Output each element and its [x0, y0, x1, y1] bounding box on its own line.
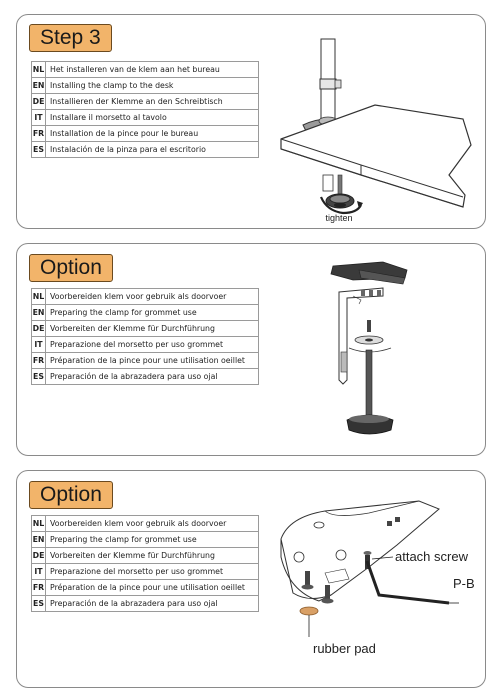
table-row: NL Voorbereiden klem voor gebruik als doorvoer [32, 289, 259, 305]
tighten-label: tighten [325, 213, 353, 223]
option-language-table [31, 515, 259, 612]
table-row: NL Het installeren van de klem aan het bureau [32, 62, 259, 78]
table-row: FR Installation de la pince pour le bureau [32, 126, 259, 142]
table-row: EN Installing the clamp to the desk [32, 78, 259, 94]
table-row: DE Installieren der Klemme an den Schreibtisch [32, 94, 259, 110]
rubber-pad-label: rubber pad [313, 641, 376, 656]
table-row: ES Preparación de la abrazadera para uso ojal [32, 369, 259, 385]
table-row: IT Preparazione del morsetto per uso grommet [32, 337, 259, 353]
option-grommet-panel [16, 243, 486, 456]
grommet-exploded-illustration [313, 256, 423, 448]
table-row: NL Voorbereiden klem voor gebruik als doorvoer [32, 516, 259, 532]
table-row: EN Preparing the clamp for grommet use [32, 532, 259, 548]
step3-panel [16, 14, 486, 229]
table-row: DE Vorbereiten der Klemme für Durchführung [32, 548, 259, 564]
desk-clamp-illustration [253, 25, 479, 225]
table-row: DE Vorbereiten der Klemme für Durchführung [32, 321, 259, 337]
table-row: EN Preparing the clamp for grommet use [32, 305, 259, 321]
attach-screw-label: attach screw [395, 549, 468, 564]
option-attach-panel [16, 470, 486, 688]
option-language-table [31, 288, 259, 385]
table-row: FR Préparation de la pince pour une utilisation oeillet [32, 353, 259, 369]
step3-language-table [31, 61, 259, 158]
table-row: ES Preparación de la abrazadera para uso ojal [32, 596, 259, 612]
table-row: FR Préparation de la pince pour une utilisation oeillet [32, 580, 259, 596]
table-row: ES Instalación de la pinza para el escritorio [32, 142, 259, 158]
p-b-label: P-B [453, 576, 475, 591]
step3-badge: Step 3 [29, 24, 112, 52]
option-badge: Option [29, 481, 113, 509]
table-row: IT Preparazione del morsetto per uso grommet [32, 564, 259, 580]
table-row: IT Installare il morsetto al tavolo [32, 110, 259, 126]
clamp-plate-illustration [269, 499, 481, 679]
option-badge: Option [29, 254, 113, 282]
